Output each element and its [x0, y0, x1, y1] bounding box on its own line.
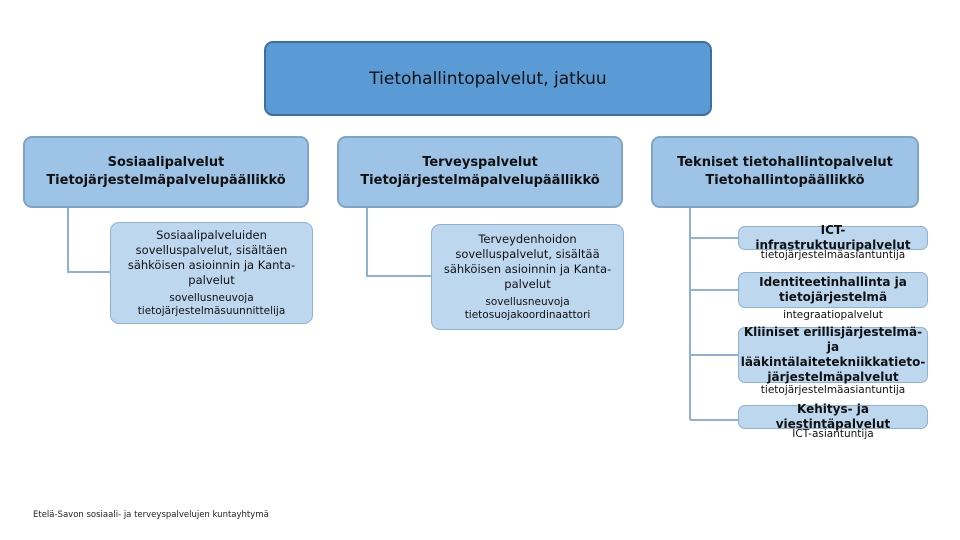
- connector-col1: [68, 208, 110, 272]
- service-identity-label: Identiteetinhallinta ja tietojärjestelmä: [759, 275, 907, 304]
- service-clinical-role: tietojärjestelmäasiantuntija: [760, 384, 906, 396]
- service-development-label: Kehitys- ja viestintäpalvelut: [775, 402, 891, 431]
- service-clinical: [738, 327, 928, 383]
- column-head-technical-line1: Tekniset tietohallintopalvelut: [677, 155, 893, 170]
- column-head-social: [23, 136, 309, 208]
- service-ict-infra: [738, 223, 928, 252]
- column-head-health-line1: Terveyspalvelut: [422, 155, 538, 170]
- service-identity: [738, 272, 928, 308]
- health-services-roles: sovellusneuvoja tietosuojakoordinaattori: [464, 296, 591, 321]
- service-ict-infra-role: tietojärjestelmäasiantuntija: [760, 249, 906, 261]
- column-head-health-line2: Tietojärjestelmäpalvelupäällikkö: [360, 173, 600, 188]
- diagram-title: [264, 41, 712, 116]
- service-development: [738, 402, 928, 431]
- service-clinical-label: Kliiniset erillisjärjestelmä- ja lääkintälaitetekniikkatieto-järjestelmäpalvelut: [740, 325, 926, 384]
- social-services-box: [110, 222, 313, 324]
- column-head-technical: [651, 136, 919, 208]
- footer-organization: Etelä-Savon sosiaali- ja terveyspalvelujen kuntayhtymä: [33, 510, 269, 520]
- connector-col2: [367, 208, 431, 276]
- health-services-text: Terveydenhoidon sovelluspalvelut, sisältää sähköisen asioinnin ja Kanta-palvelut: [443, 232, 612, 291]
- service-identity-role: integraatiopalvelut: [783, 309, 883, 321]
- service-development-role: ICT-asiantuntija: [792, 428, 874, 440]
- column-head-health: [337, 136, 623, 208]
- column-head-technical-line2: Tietohallintopäällikkö: [705, 173, 865, 188]
- health-services-box: [431, 224, 624, 330]
- diagram-title-text: Tietohallintopalvelut, jatkuu: [369, 68, 607, 89]
- social-services-roles: sovellusneuvoja tietojärjestelmäsuunnittelija: [137, 292, 286, 317]
- service-ict-infra-label: ICT-infrastruktuuripalvelut: [755, 223, 911, 252]
- column-head-social-line1: Sosiaalipalvelut: [107, 155, 225, 170]
- column-head-social-line2: Tietojärjestelmäpalvelupäällikkö: [46, 173, 286, 188]
- social-services-text: Sosiaalipalveluiden sovelluspalvelut, sisältäen sähköisen asioinnin ja Kanta-palvelut: [127, 228, 296, 287]
